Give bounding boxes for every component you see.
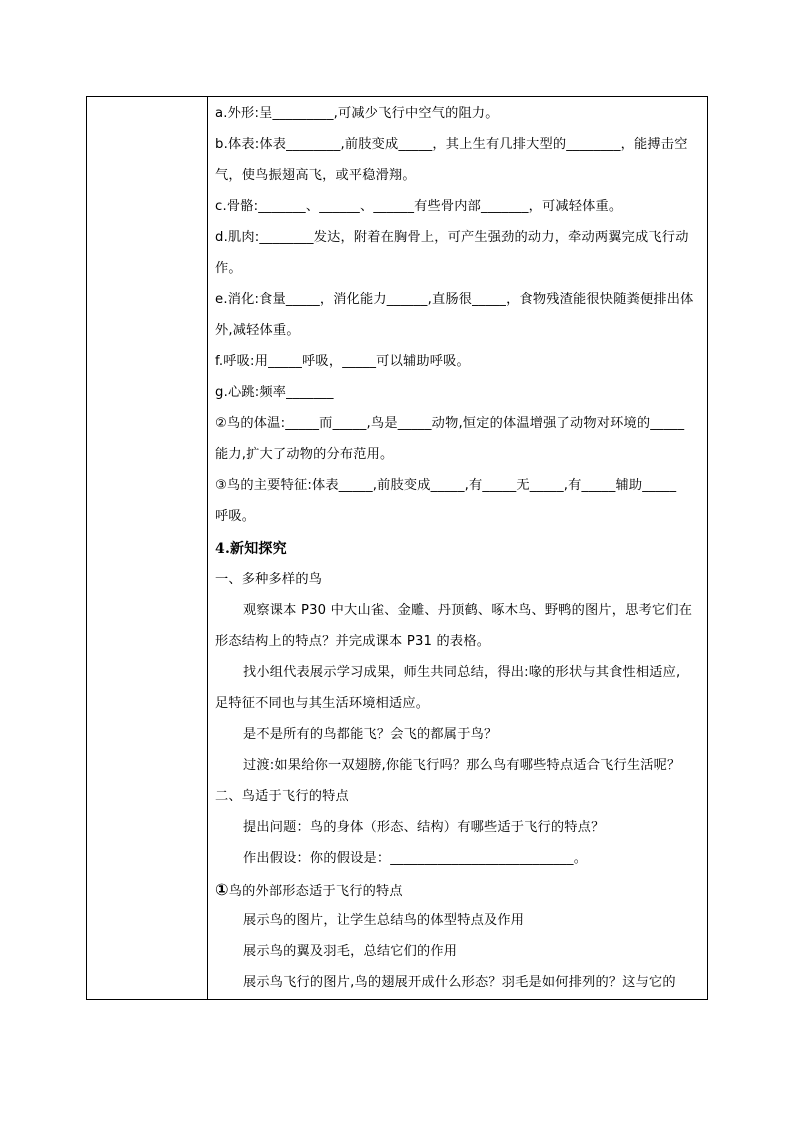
paragraph-line: 展示鸟的图片，让学生总结鸟的体型特点及作用 bbox=[243, 913, 525, 928]
circled-number-marker: ① bbox=[215, 880, 229, 899]
paragraph-line: 形态结构上的特点？并完成课本 P31 的表格。 bbox=[215, 634, 491, 649]
text-line: d.肌肉:________发达，附着在胸骨上，可产生强劲的动力，牵动两翼完成飞行动 bbox=[215, 230, 689, 245]
text-line: f.呼吸:用_____呼吸，_____可以辅助呼吸。 bbox=[215, 354, 470, 369]
paragraph-line: 观察课本 P30 中大山雀、金雕、丹顶鹤、啄木鸟、野鸭的图片，思考它们在 bbox=[243, 603, 693, 618]
paragraph-line: 展示鸟的翼及羽毛，总结它们的作用 bbox=[243, 944, 458, 959]
section-heading: 4.新知探究 bbox=[215, 541, 287, 557]
paragraph-text: 鸟的外部形态适于飞行的特点 bbox=[228, 884, 403, 899]
text-line: ②鸟的体温:_____而_____,鸟是_____动物,恒定的体温增强了动物对环境的_____ bbox=[215, 416, 685, 431]
text-line: 外,减轻体重。 bbox=[215, 323, 300, 338]
text-line: 作。 bbox=[215, 261, 242, 276]
text-line: e.消化:食量_____，消化能力______,直肠很_____，食物残渣能很快随粪便排出体 bbox=[215, 292, 694, 307]
text-line: 能力,扩大了动物的分布范用。 bbox=[215, 447, 394, 462]
paragraph-line bbox=[215, 882, 403, 900]
lesson-table bbox=[86, 96, 708, 1000]
text-line: g.心跳:频率_______ bbox=[215, 385, 334, 400]
subsection-title: 二、鸟适于飞行的特点 bbox=[215, 789, 349, 804]
subsection-title: 一、多种多样的鸟 bbox=[215, 572, 323, 587]
paragraph-line: 找小组代表展示学习成果，师生共同总结，得出:喙的形状与其食性相适应, bbox=[243, 665, 681, 680]
paragraph-line: 足特征不同也与其生活环境相适应。 bbox=[215, 696, 430, 711]
text-line: 气，使鸟振翅高飞，或平稳滑翔。 bbox=[215, 168, 416, 183]
paragraph-line: 提出问题：鸟的身体（形态、结构）有哪些适于飞行的特点？ bbox=[243, 820, 605, 835]
paragraph-line: 作出假设：你的假设是：___________________________。 bbox=[243, 851, 588, 866]
text-line: 呼吸。 bbox=[215, 509, 256, 524]
text-line: c.骨骼:_______、______、______有些骨内部_______，可减轻体重。 bbox=[215, 199, 623, 214]
text-line: ③鸟的主要特征:体表_____,前肢变成_____,有_____无_____,有_____辅助_____ bbox=[215, 478, 677, 493]
text-line: a.外形:呈_________,可减少飞行中空气的阻力。 bbox=[215, 106, 499, 121]
paragraph-line: 是不是所有的鸟都能飞？会飞的都属于鸟？ bbox=[243, 727, 498, 742]
paragraph-line: 展示鸟飞行的图片,鸟的翅展开成什么形态？羽毛是如何排列的？这与它的 bbox=[243, 975, 676, 990]
paragraph-line: 过渡:如果给你一双翅膀,你能飞行吗？那么鸟有哪些特点适合飞行生活呢？ bbox=[243, 758, 681, 773]
text-line: b.体表:体表________,前肢变成_____，其上生有几排大型的________，能搏击空 bbox=[215, 137, 688, 152]
left-column-cell bbox=[87, 97, 208, 999]
content-cell bbox=[208, 97, 707, 999]
